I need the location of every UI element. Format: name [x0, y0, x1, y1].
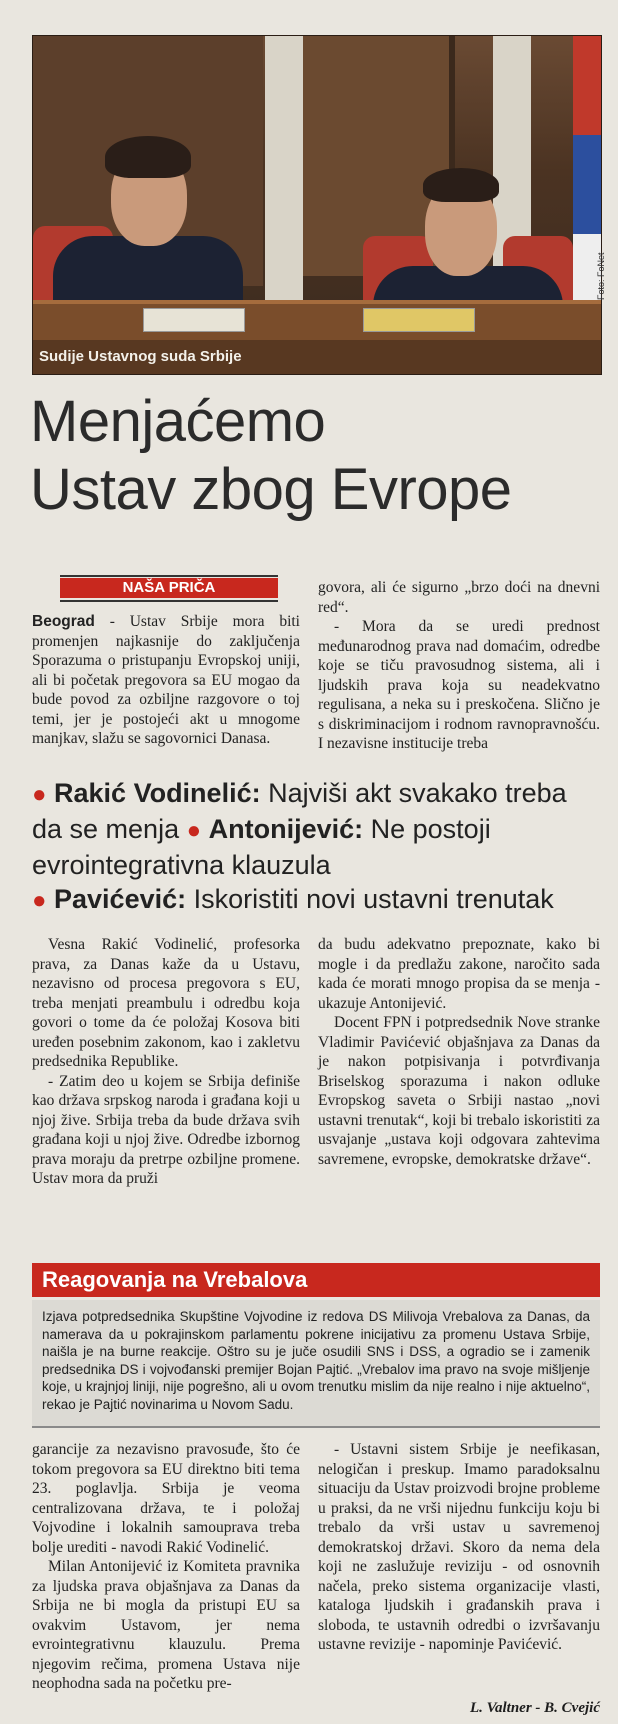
sidebar-box-text: Izjava potpredsednika Skupštine Vojvodine iz redova DS Milivoja Vrebalova za Danas, da namerava da u pokrajinskom parlamentu pokrene inicijativu za promenu Ustava Srbije, naišla je na burne reakcije. Oštro su je juče osudili SNS i DSS, a ogradio se i zamenik predsednika DS i vojvođanski premijer Bojan Pajtić. „Vrebalov ima pravo na svoje mišljenje koje, u krajnjoj liniji, nije pogrešno, ali u ovom trenutku mislim da nije realno i nije aktuelno“, rekao je Pajtić novinarima u Novom Sadu. [32, 1300, 600, 1428]
photo-pillar [265, 36, 303, 336]
intro-paragraph [32, 612, 300, 749]
headline [30, 388, 600, 524]
paragraph: Milan Antonijević iz Komiteta pravnika za ljudska prava objašnjava za Danas da Srbija ne bi mogla da pristupi EU sa ovakvim Ustavom, jer nema evrointegrativnu klauzulu. Prema njegovim rečima, promena Ustava nije neophodna sada na početku pre- [32, 1558, 300, 1692]
paragraph: da budu adekvatno prepoznate, kako bi mogle i da predlažu zakone, naročito sada kada će morati mnogo propisa da se menja - ukazuje Antonijević. [318, 936, 600, 1012]
author-signature: L. Valtner - B. Cvejić [470, 1700, 600, 1716]
deck-name: Rakić Vodinelić: [54, 778, 261, 808]
photo [32, 35, 602, 375]
photo-nameplate [143, 308, 245, 332]
lower-left-column [32, 1440, 300, 1694]
deck-name: Antonijević: [208, 814, 364, 844]
paragraph: - Ustavni sistem Srbije je neefikasan, nelogičan i preskup. Imamo paradoksalnu situaciju da Ustav proizvodi brojne probleme u praksi, da ne vrši nijednu funkciju koju bi trebalo da vrši ustav u savremenoj demokratskoj državi. Skoro da nema dela koji ne zaslužuje reviziju - od osnovnih načela, preko sistema organizacije vlasti, kataloga ljudskih i građanskih prava i sloboda, te ustavnih odredbi o izvršavanju ustavne revizije - napominje Pavićević. [318, 1441, 600, 1653]
deck-text: Ne postoji evrointegrativna klauzula [32, 814, 491, 880]
paragraph: - Mora da se uredi prednost međunarodnog prava nad domaćim, odredbe koje se tiču pravosudnog sistema, ali i ljudskih prava koja su neadekvatno regulisana, a neka su i preskočena. Slično je s diskriminacijom i rodnom ravnopravnošću. I nezavisne institucije treba [318, 618, 600, 752]
dateline: Beograd [32, 613, 95, 630]
lower-right-column [318, 1440, 600, 1655]
bullet-icon: ● [186, 817, 202, 844]
headline-line1: Menjaćemo [30, 389, 326, 454]
deck-name: Pavićević: [54, 884, 187, 914]
intro-text: - Ustav Srbije mora biti promenjen najkasnije do zaključenja Sporazuma o pristupanju Evropskoj uniji, ali bi početak pregovora sa EU mogao da bude povod za ozbiljne razgovore o toj temi, jer je postojeći akt u mnogome manjkav, slažu se sagovornici Danasa. [32, 613, 300, 747]
paragraph: - Zatim deo u kojem se Srbija definiše kao država srpskog naroda i građana koji u njoj žive. Srbija treba da bude država svih građana koji u njoj žive. Odredbe izbornog prava moraju da pretrpe ozbiljne promene. Ustav mora da pruži [32, 1072, 300, 1187]
photo-nameplate [363, 308, 475, 332]
paragraph: Docent FPN i potpredsednik Nove stranke Vladimir Pavićević objašnjava za Danas da je nakon potpisivanja i potvrđivanja Briselskog sporazuma i nakon odluke Evropskog saveta o Srbiji nastao „novi ustavni trenutak“, koji bi trebalo iskoristiti za usvajanje „ustava koji odgovara zahtevima savremene, evropske, demokratske države“. [318, 1014, 600, 1168]
photo-credit: Foto: FoNet [596, 252, 606, 300]
deck-text: Iskoristiti novi ustavni trenutak [186, 884, 554, 914]
photo-caption: Sudije Ustavnog suda Srbije [33, 340, 601, 374]
rubric-rule [60, 575, 278, 577]
deck [32, 776, 602, 918]
body-right-column [318, 935, 600, 1169]
paragraph: govora, ali će sigurno „brzo doći na dnevni red“. [318, 579, 600, 616]
rubric-rule [60, 600, 278, 602]
photo-hair [105, 136, 191, 178]
body-left-column [32, 935, 300, 1189]
paragraph: Vesna Rakić Vodinelić, profesorka prava, za Danas kaže da u Ustavu, nezavisno od procesa pregovora s EU, treba menjati preambulu i odredbu koja govori o tome da će položaj Kosova biti uređen posebnim zakonom, kao i zakletvu predsednika Republike. [32, 936, 300, 1070]
deck-text: Najviši akt svakako treba da se menja [32, 778, 567, 844]
photo-hair [423, 168, 499, 202]
intro-column [32, 612, 300, 749]
bullet-icon: ● [32, 887, 47, 914]
paragraph: garancije za nezavisno pravosuđe, što će tokom pregovora sa EU direktno biti tema 23. poglavlja. Srbija je veoma centralizovana država, te i položaj Vojvodine i lokalnih samouprava treba bolje urediti - navodi Rakić Vodinelić. [32, 1441, 300, 1556]
intro-right-column [318, 578, 600, 754]
rubric-label: NAŠA PRIČA [60, 578, 278, 598]
headline-line2: Ustav zbog Evrope [30, 457, 512, 522]
sidebar-box-title: Reagovanja na Vrebalova [32, 1263, 600, 1297]
bullet-icon: ● [32, 781, 47, 808]
